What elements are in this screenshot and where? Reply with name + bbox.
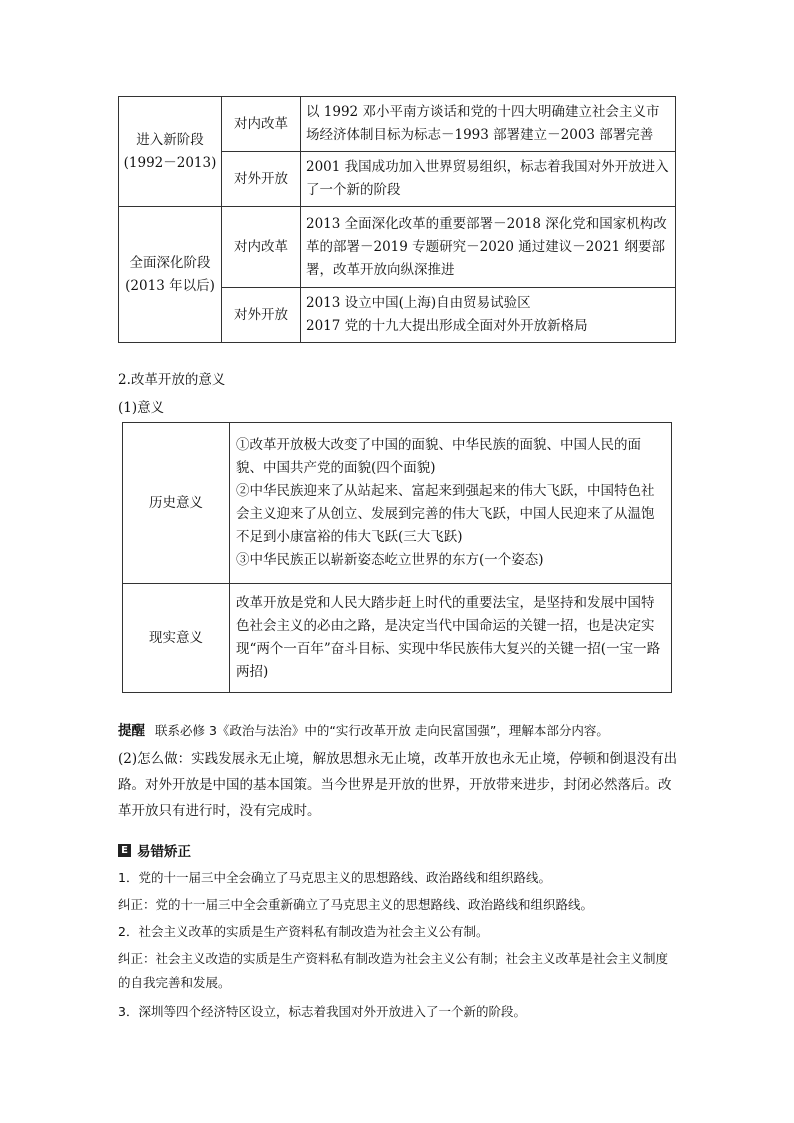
correction-item: 纠正：社会主义改造的实质是生产资料私有制改造为社会主义公有制；社会主义改革是社会主义制度的自我完善和发展。 bbox=[118, 951, 669, 990]
correction-item: 纠正：党的十一届三中全会重新确立了马克思主义的思想路线、政治路线和组织路线。 bbox=[118, 897, 594, 912]
section-heading: 2.改革开放的意义 bbox=[118, 372, 226, 388]
significance-content: 改革开放是党和人民大踏步赶上时代的重要法宝，是坚持和发展中国特色社会主义的必由之路，是决定当代中国命运的关键一招，也是决定实现“两个一百年”奋斗目标、实现中华民族伟大复兴的关键一招(一宝一路两招) bbox=[230, 584, 672, 693]
table-row bbox=[123, 423, 672, 584]
tip-label: 提醒 bbox=[118, 723, 145, 739]
table-row bbox=[119, 97, 676, 152]
stage-years: (1992－2013) bbox=[123, 154, 217, 171]
table-row bbox=[119, 207, 676, 288]
content-line: 2013 设立中国(上海)自由贸易试验区 bbox=[306, 295, 531, 311]
significance-label: 历史意义 bbox=[123, 423, 230, 584]
subsection-heading: (1)意义 bbox=[118, 400, 165, 416]
content-line: ②中华民族迎来了从站起来、富起来到强起来的伟大飞跃，中国特色社会主义迎来了从创立、发展到完善的伟大飞跃，中国人民迎来了从温饱不足到小康富裕的伟大飞跃(三大飞跃) bbox=[236, 483, 655, 545]
stage-cell bbox=[119, 207, 222, 343]
category-label: 对内改革 bbox=[222, 207, 301, 288]
category-label: 对外开放 bbox=[222, 152, 301, 207]
how-paragraph: (2)怎么做：实践发展永无止境，解放思想永无止境，改革开放也永无止境，停顿和倒退没有出路。对外开放是中国的基本国策。当今世界是开放的世界，开放带来进步，封闭必然落后。改革开放只有进行时，没有完成时。 bbox=[118, 751, 678, 819]
category-content bbox=[301, 288, 676, 343]
content-line: 2017 党的十九大提出形成全面对外开放新格局 bbox=[306, 318, 588, 334]
section-marker-icon: E bbox=[118, 844, 131, 857]
error-item: 1．党的十一届三中全会确立了马克思主义的思想路线、政治路线和组织路线。 bbox=[118, 870, 551, 885]
category-content: 以 1992 邓小平南方谈话和党的十四大明确建立社会主义市场经济体制目标为标志－1993 部署建立－2003 部署完善 bbox=[301, 97, 676, 152]
tip-paragraph bbox=[118, 718, 680, 744]
stage-years: (2013 年以后) bbox=[125, 277, 215, 294]
significance-table bbox=[122, 422, 672, 693]
category-content: 2013 全面深化改革的重要部署－2018 深化党和国家机构改革的部署－2019 专题研究－2020 通过建议－2021 纲要部署，改革开放向纵深推进 bbox=[301, 207, 676, 288]
category-content: 2001 我国成功加入世界贸易组织，标志着我国对外开放进入了一个新的阶段 bbox=[301, 152, 676, 207]
content-line: ③中华民族正以崭新姿态屹立世界的东方(一个姿态) bbox=[236, 552, 544, 568]
significance-content bbox=[230, 423, 672, 584]
category-label: 对外开放 bbox=[222, 288, 301, 343]
significance-label: 现实意义 bbox=[123, 584, 230, 693]
tip-text: 联系必修 3《政治与法治》中的“实行改革开放 走向民富国强”，理解本部分内容。 bbox=[155, 723, 609, 738]
error-item: 2．社会主义改革的实质是生产资料私有制改造为社会主义公有制。 bbox=[118, 924, 489, 939]
stage-name: 进入新阶段 bbox=[136, 131, 204, 148]
errors-section-header bbox=[118, 840, 191, 860]
reform-stages-table bbox=[118, 96, 676, 343]
stage-name: 全面深化阶段 bbox=[129, 254, 211, 271]
stage-cell bbox=[119, 97, 222, 207]
error-item: 3．深圳等四个经济特区设立，标志着我国对外开放进入了一个新的阶段。 bbox=[118, 1004, 526, 1019]
category-label: 对内改革 bbox=[222, 97, 301, 152]
content-line: ①改革开放极大改变了中国的面貌、中华民族的面貌、中国人民的面貌、中国共产党的面貌(四个面貌) bbox=[236, 437, 641, 476]
errors-section-title: 易错矫正 bbox=[137, 844, 191, 860]
table-row bbox=[123, 584, 672, 693]
